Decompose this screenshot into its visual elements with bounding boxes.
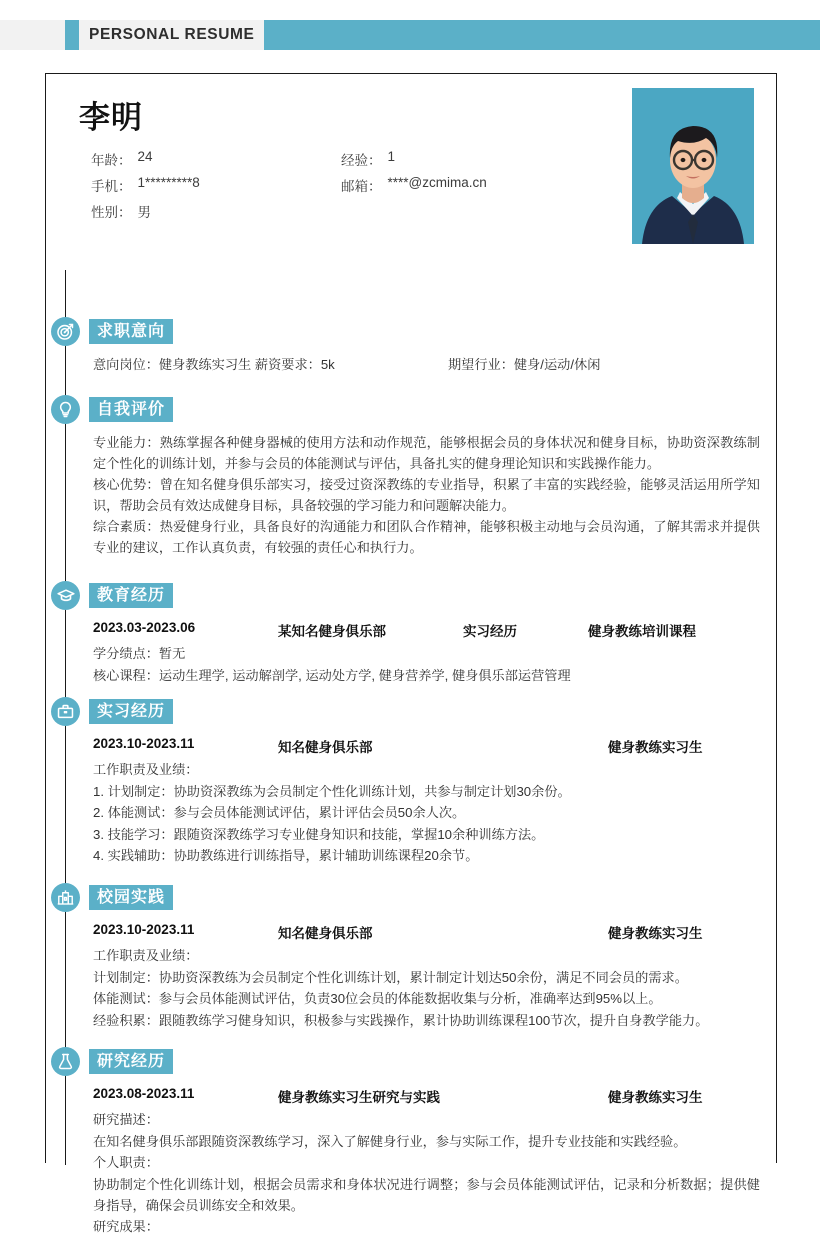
campus-role: 健身教练实习生 <box>608 922 760 942</box>
section-body <box>46 1078 778 1237</box>
education-entry-header <box>93 620 760 640</box>
info-row <box>91 172 611 198</box>
section-self-evaluation <box>46 396 778 558</box>
section-header <box>46 396 778 426</box>
header-band-left-gray <box>0 20 65 50</box>
profile-info-grid <box>91 146 611 224</box>
section-header <box>46 884 778 914</box>
research-line: 研究描述： <box>93 1109 760 1131</box>
job-intent-industry: 期望行业：健身/运动/休闲 <box>448 354 600 376</box>
info-row <box>91 198 611 224</box>
internship-line: 1. 计划制定：协助资深教练为会员制定个性化训练计划，共参与制定计划30余份。 <box>93 781 760 803</box>
section-body <box>46 612 778 686</box>
info-age-label: 年龄： <box>91 149 132 169</box>
info-phone <box>91 175 341 195</box>
section-title-education: 教育经历 <box>89 583 173 608</box>
school-building-icon <box>51 883 80 912</box>
internship-line: 工作职责及业绩： <box>93 759 760 781</box>
campus-line: 体能测试：参与会员体能测试评估，负责30位会员的体能数据收集与分析，准确率达到95%以上。 <box>93 988 760 1010</box>
info-row <box>91 146 611 172</box>
info-experience <box>341 149 395 169</box>
candidate-name: 李明 <box>79 92 143 137</box>
lightbulb-icon <box>51 395 80 424</box>
info-gender-label: 性别： <box>91 201 132 221</box>
info-phone-value: 1*********8 <box>138 175 200 195</box>
section-title-campus-practice: 校园实践 <box>89 885 173 910</box>
education-date: 2023.03-2023.06 <box>93 620 278 640</box>
portrait-illustration <box>632 88 754 244</box>
internship-line: 3. 技能学习：跟随资深教练学习专业健身知识和技能，掌握10余种训练方法。 <box>93 824 760 846</box>
campus-entry-header <box>93 922 760 942</box>
section-title-self-evaluation: 自我评价 <box>89 397 173 422</box>
section-job-intent <box>46 318 778 376</box>
avatar <box>632 88 754 244</box>
research-line: 协助制定个性化训练计划，根据会员需求和身体状况进行调整；参与会员体能测试评估，记录和分析数据；提供健身指导，确保会员训练安全和效果。 <box>93 1174 760 1216</box>
section-header <box>46 582 778 612</box>
header-band-fill <box>264 20 820 50</box>
header-band <box>0 20 820 50</box>
section-title-research: 研究经历 <box>89 1049 173 1074</box>
campus-org: 知名健身俱乐部 <box>278 922 608 942</box>
education-type: 实习经历 <box>463 620 588 640</box>
info-age-value: 24 <box>138 149 153 169</box>
flask-icon <box>51 1047 80 1076</box>
info-phone-label: 手机： <box>91 175 132 195</box>
section-body <box>46 914 778 1031</box>
education-org: 某知名健身俱乐部 <box>278 620 463 640</box>
self-eval-paragraph: 专业能力：熟练掌握各种健身器械的使用方法和动作规范，能够根据会员的身体状况和健身目标，协助资深教练制定个性化的训练计划，并参与会员的体能测试与评估，具备扎实的健身理论知识和实践操作能力。 <box>93 432 760 474</box>
education-line: 核心课程：运动生理学, 运动解剖学, 运动处方学, 健身营养学, 健身俱乐部运营管理 <box>93 665 760 687</box>
section-title-job-intent: 求职意向 <box>89 319 173 344</box>
graduation-cap-icon <box>51 581 80 610</box>
research-line: 研究成果： <box>93 1216 760 1237</box>
page-title: PERSONAL RESUME <box>79 20 264 50</box>
research-entry-header <box>93 1086 760 1106</box>
info-email-label: 邮箱： <box>341 175 382 195</box>
education-program: 健身教练培训课程 <box>588 620 760 640</box>
campus-line: 工作职责及业绩： <box>93 945 760 967</box>
internship-line: 2. 体能测试：参与会员体能测试评估，累计评估会员50余人次。 <box>93 802 760 824</box>
internship-date: 2023.10-2023.11 <box>93 736 278 756</box>
target-icon <box>51 317 80 346</box>
section-education <box>46 582 778 686</box>
campus-date: 2023.10-2023.11 <box>93 922 278 942</box>
section-research <box>46 1048 778 1237</box>
self-eval-paragraph: 核心优势：曾在知名健身俱乐部实习，接受过资深教练的专业指导，积累了丰富的实践经验，能够灵活运用所学知识，帮助会员有效达成健身目标，具备较强的学习能力和问题解决能力。 <box>93 474 760 516</box>
header-accent-tab <box>65 20 79 50</box>
info-experience-label: 经验： <box>341 149 382 169</box>
info-gender <box>91 201 341 221</box>
section-body <box>46 728 778 867</box>
section-header <box>46 318 778 348</box>
section-header <box>46 1048 778 1078</box>
section-body <box>46 426 778 558</box>
campus-line: 计划制定：协助资深教练为会员制定个性化训练计划，累计制定计划达50余份，满足不同会员的需求。 <box>93 967 760 989</box>
research-line: 在知名健身俱乐部跟随资深教练学习，深入了解健身行业，参与实际工作，提升专业技能和实践经验。 <box>93 1131 760 1153</box>
info-email <box>341 175 487 195</box>
section-internship <box>46 698 778 867</box>
internship-role: 健身教练实习生 <box>608 736 760 756</box>
research-date: 2023.08-2023.11 <box>93 1086 278 1106</box>
section-title-internship: 实习经历 <box>89 699 173 724</box>
section-campus-practice <box>46 884 778 1031</box>
info-email-value: ****@zcmima.cn <box>388 175 487 195</box>
internship-org: 知名健身俱乐部 <box>278 736 608 756</box>
job-intent-position: 意向岗位：健身教练实习生 薪资要求：5k <box>93 354 448 376</box>
internship-entry-header <box>93 736 760 756</box>
info-gender-value: 男 <box>138 201 152 221</box>
info-age <box>91 149 341 169</box>
section-body <box>46 348 778 376</box>
research-line: 个人职责： <box>93 1152 760 1174</box>
briefcase-icon <box>51 697 80 726</box>
research-role: 健身教练实习生 <box>608 1086 760 1106</box>
research-topic: 健身教练实习生研究与实践 <box>278 1086 608 1106</box>
section-header <box>46 698 778 728</box>
info-experience-value: 1 <box>388 149 396 169</box>
internship-line: 4. 实践辅助：协助教练进行训练指导，累计辅助训练课程20余节。 <box>93 845 760 867</box>
campus-line: 经验积累：跟随教练学习健身知识，积极参与实践操作，累计协助训练课程100节次，提升自身教学能力。 <box>93 1010 760 1032</box>
resume-card <box>45 73 777 1163</box>
self-eval-paragraph: 综合素质：热爱健身行业，具备良好的沟通能力和团队合作精神，能够积极主动地与会员沟通，了解其需求并提供专业的建议，工作认真负责，有较强的责任心和执行力。 <box>93 516 760 558</box>
education-line: 学分绩点：暂无 <box>93 643 760 665</box>
